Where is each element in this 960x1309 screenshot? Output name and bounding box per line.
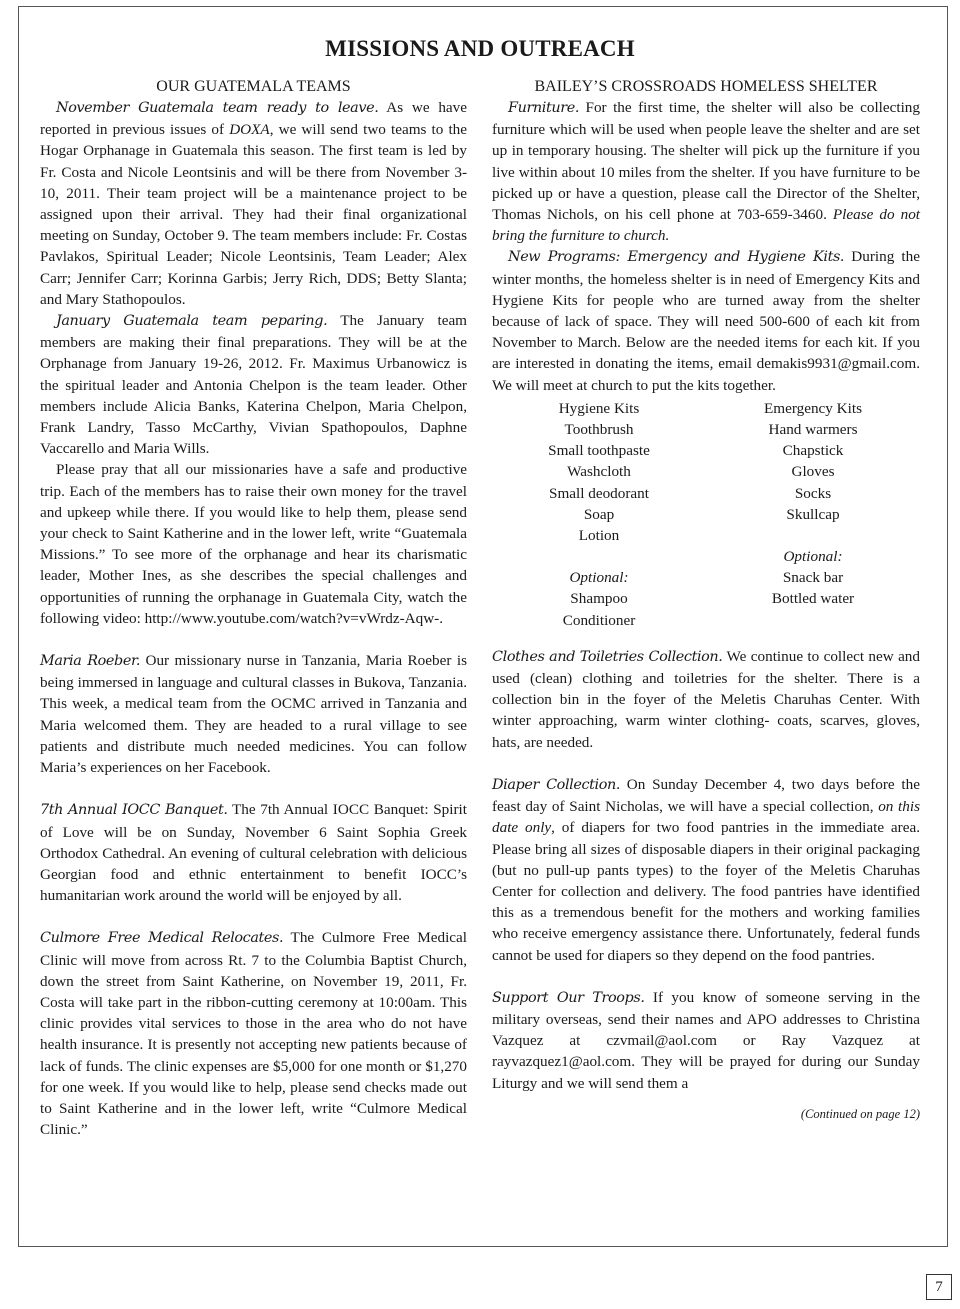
list-item: Conditioner [562,611,636,629]
lead-january-team: January Guatemala team peparing. [56,313,328,330]
lead-furniture: Furniture. [508,100,580,116]
furniture-note: Please do not bring the furniture to church. [492,206,921,245]
paragraph-iocc-banquet [40,799,467,906]
list-item: Shampoo [570,590,628,608]
optional-label: Optional: [783,548,843,566]
spacer [499,546,699,567]
list-item: Hand warmers [768,421,858,439]
emergency-kit-column [713,398,913,631]
text: On Sunday December 4, two days before the feast day of Saint Nicholas, we will have a special collection, [492,775,920,816]
page-number: 7 [926,1274,952,1300]
page-title: MISSIONS AND OUTREACH [325,36,635,61]
lead-maria-roeber: Maria Roeber. [40,653,141,670]
emergency-kit-title: Emergency Kits [764,399,862,417]
paragraph-clothes [492,646,920,753]
text: The 7th Annual IOCC Banquet: Spirit of Love will be on Sunday, November 6 Saint Sophia Greek Orthodox Cathedral. An evening of cultural celebration with delicious Georgian food and ethnic entertainment to benefit IOCC’s humanitarian work around the world will be enjoyed by all. [40,801,467,905]
text: Our missionary nurse in Tanzania, Maria Roeber is being immersed in language and cultural classes in Bukova, Tanzania. This week, a medical team from the OCMC arrived in Tanzania and Maria welcomed them. They are headed to a rural village to see patients and distribute much needed medicines. You can follow Maria’s experiences on her Facebook. [40,652,467,777]
lead-november-team: November Guatemala team ready to leave. [56,100,379,116]
text: , of diapers for two food pantries in the immediate area. Please bring all sizes of disposable diapers in their original packaging (but no pull-up pants types) to the foyer of the Meletis Charuhas Center for collection and delivery. The food pantries have identified this as a tremendous benefit for the mothers and working families who receive emergency assistance there. Unfortunately, federal funds cannot be used for diapers so they depend on the food pantries. [492,819,920,964]
emphasis: on this date only [492,798,920,837]
continued-note: (Continued on page 12) [800,1106,920,1121]
lead-clothes: Clothes and Toiletries Collection. [492,648,723,665]
text: We continue to collect new and used (clean) clothing and toiletries for the shelter. There is a collection bin in the foyer of the Meletis Charuhas Center. With winter approaching, warm winter clothing- coats, scarves, gloves, hats, are needed. [492,647,920,751]
section-title-shelter: BAILEY’S CROSSROADS HOMELESS SHELTER [534,78,878,95]
list-item: Snack bar [782,569,844,587]
list-item: Toothbrush [564,421,634,439]
paragraph-pray: Please pray that all our missionaries have a safe and productive trip. Each of the members has to raise their own money for the travel and upkeep while there. If you would like to help them, please send your check to Saint Katherine and in the lower left, write “Guatemala Missions.” To see more of the orphanage and hear its charismatic leader, Mother Ines, as she describes the special challenges and opportunities of running the orphanage in Guatemala City, watch the following video: http://www.youtube.com/watch?v=vWrdz-Aqw-. [40,461,467,627]
lead-diapers: Diaper Collection. [492,776,621,793]
right-column [492,76,920,1125]
list-item: Gloves [791,463,835,481]
list-item: Small toothpaste [548,442,650,460]
text: If you know of someone serving in the military overseas, send their names and APO addresses to Christina Vazquez at czvmail@aol.com or Ray Vazquez at rayvazquez1@aol.com. They will be prayed for during our Sunday Liturgy and we will send them a [492,988,920,1092]
text: As we have reported in previous issues of [40,99,467,139]
lead-troops: Support Our Troops. [492,989,645,1006]
text: The Culmore Free Medical Clinic will move from across Rt. 7 to the Columbia Baptist Church, down the street from Saint Katherine, on November 19, 2011, Fr. Costa will take part in the ribbon-cutting ceremony at 10:00am. This clinic provides vital services to those in the area who do not have health insurance. It is presently not accepting new patients because of lack of funds. The clinic expenses are $5,000 for one month or $1,270 for one week. If you would like to help, please send checks made out to Saint Katherine and in the lower left, write “Culmore Medical Clinic.” [40,929,467,1139]
text: During the winter months, the homeless shelter is in need of Emergency Kits and Hygiene Kits for people who are turned away from the shelter because of lack of space. They will need 500-600 of each kit from November to March. Below are the needed items for each kit. If you are interested in donating the items, email demakis9931@gmail.com. We will meet at church to put the kits together. [492,248,920,394]
paragraph-culmore-clinic [40,927,467,1140]
paragraph-maria-roeber [40,650,467,778]
list-item: Washcloth [567,463,631,481]
lead-culmore-clinic: Culmore Free Medical Relocates. [40,930,284,947]
paragraph-january-team [40,310,467,459]
text: The January team members are making their final preparations. They will be at the Orphanage from January 19-26, 2012. Fr. Maximus Urbanowicz is the spiritual leader and Antonia Chelpon is the team leader. Other members include Alicia Banks, Katerina Chelpon, Maria Chelpon, Frank Landry, Tasso McCarthy, Vivian Spathopoulos, Daphne Vaccarello and Maria Wills. [40,312,467,458]
spacer [713,525,913,546]
paragraph-furniture [492,97,920,246]
left-column [40,76,467,1140]
optional-label: Optional: [569,569,629,587]
kits-list [492,398,920,631]
list-item: Chapstick [782,442,844,460]
list-item: Small deodorant [549,484,649,502]
list-item: Bottled water [771,590,855,608]
lead-new-programs: New Programs: Emergency and Hygiene Kits. [508,249,845,266]
paragraph-diapers [492,774,920,966]
doxa-title: DOXA [229,121,270,139]
paragraph-new-programs [492,246,920,395]
lead-iocc-banquet: 7th Annual IOCC Banquet. [40,802,228,819]
section-title-guatemala: OUR GUATEMALA TEAMS [156,78,351,95]
paragraph-november-team [40,97,467,310]
paragraph-troops [492,987,920,1094]
hygiene-kit-title: Hygiene Kits [558,399,640,417]
list-item: Skullcap [786,505,840,523]
list-item: Soap [583,505,615,523]
list-item: Socks [794,484,832,502]
list-item: Lotion [578,527,620,545]
text: For the first time, the shelter will also be collecting furniture which will be used when people leave the shelter and are set up in temporary housing. The shelter will pick up the furniture if you live within about 10 miles from the shelter. If you have furniture to be picked up or have a question, please call the Director of the Shelter, Thomas Nichols, on his cell phone at 703-659-3460. [492,99,920,224]
text: , we will send two teams to the Hogar Orphanage in Guatemala this season. The first team is led by Fr. Costa and Nicole Leontsinis and will be there from November 3-10, 2011. Their team project will be a maintenance project to be assigned upon their arrival. They had their final organizational meeting on Sunday, October 9. The team members include: Fr. Costas Pavlakos, Spiritual Leader; Nicole Leontsinis, Team Leader; Alex Carr; Jennifer Carr; Korinna Garbis; Jerry Rich, DDS; Betty Slanta; and Mary Stathopoulos. [40,121,468,308]
hygiene-kit-column [499,398,699,631]
